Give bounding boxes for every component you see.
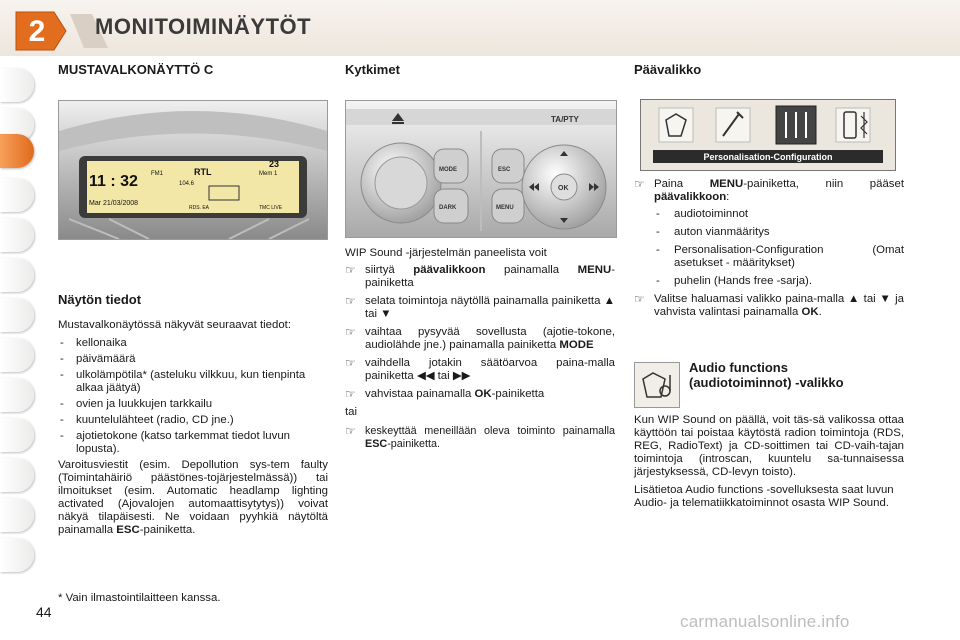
list-item: ☞ keskeyttää meneillään oleva toiminto painamalla ESC-painiketta. <box>345 424 615 450</box>
list-item: ☞ selata toimintoja näytöllä painamalla painiketta ▲ tai ▼ <box>345 294 615 320</box>
chapter-tab[interactable] <box>0 418 34 452</box>
rewind-icon: ◀◀ <box>416 370 435 382</box>
list-item: ☞ siirtyä päävalikkoon painamalla MENU-painiketta <box>345 263 615 289</box>
list-item: - ajotietokone (katso tarkemmat tiedot luvun lopusta). <box>58 430 328 456</box>
pointing-hand-icon: ☞ <box>345 356 356 370</box>
list-item: - puhelin (Hands free -sarja). <box>654 275 904 288</box>
chapter-tab[interactable] <box>0 218 34 252</box>
list-item: - päivämäärä <box>58 353 328 366</box>
pointing-hand-icon: ☞ <box>345 294 356 308</box>
display-station: RTL <box>194 167 212 177</box>
controls-text <box>345 247 615 456</box>
menu-button[interactable]: MENU <box>496 205 514 211</box>
esc-button[interactable]: ESC <box>498 167 511 173</box>
chapter-tab[interactable] <box>0 338 34 372</box>
subsection-heading: Näytön tiedot <box>58 292 142 307</box>
section-heading: Päävalikko <box>634 62 702 77</box>
display-memory: Mem 1 <box>259 171 278 177</box>
list-item: ☞ Paina MENU-painiketta, niin pääset päävalikkoon: - audiotoiminnot - auton vianmääritys - Personalisation-Configuration (Omat asetukset - määritykset) - puhelin (Hands free -sarja). <box>634 178 904 288</box>
paragraph-or: tai <box>345 406 358 418</box>
list-item: ☞ vahvistaa painamalla OK-painiketta <box>345 387 545 401</box>
chapter-badge <box>10 8 68 54</box>
menu-screen-label: Personalisation-Configuration <box>703 152 833 162</box>
svg-text:OK: OK <box>558 185 569 192</box>
chapter-tab[interactable] <box>0 258 34 292</box>
paragraph: Lisätietoa Audio functions -sovelluksesta saat luvun Audio- ja telematiikkatoiminnot osasta WIP Sound. <box>634 484 894 509</box>
list-item: - audiotoiminnot <box>654 208 904 221</box>
column-display <box>58 62 328 77</box>
pointing-hand-icon: ☞ <box>634 292 645 306</box>
list-item: ☞ vaihdella jotakin säätöarvoa paina-malla painiketta ◀◀ tai ▶▶ <box>345 356 615 382</box>
section-heading: MUSTAVALKONÄYTTÖ C <box>58 62 214 77</box>
pointing-hand-icon: ☞ <box>345 325 356 339</box>
display-tmc: TMC LIVE <box>259 205 283 211</box>
chapter-tab[interactable] <box>0 68 34 102</box>
mode-button[interactable]: MODE <box>439 167 457 173</box>
pointing-hand-icon: ☞ <box>345 387 356 401</box>
paragraph: Mustavalkonäytössä näkyvät seuraavat tiedot: <box>58 319 292 331</box>
pointing-hand-icon: ☞ <box>634 177 645 191</box>
info-list <box>58 337 328 456</box>
display-date: Mar 21/03/2008 <box>89 200 139 207</box>
chapter-tab[interactable] <box>0 458 34 492</box>
dashboard-illustration <box>59 101 327 239</box>
arrow-up-icon: ▲ <box>848 293 860 305</box>
warning-paragraph: Varoitusviestit (esim. Depollution sys-tem faulty (Toimintahäiriö päästönes-tojärjestelmässä)) tai ilmoitukset (esim. Automatic headlamp lighting activated (Ajovalojen automaattisytytys)) voivat näkyä tilapäisesti. Ne voidaan pyyhkiä näytöltä painamalla ESC-painiketta. <box>58 459 328 536</box>
page-number: 44 <box>36 604 52 620</box>
paragraph: Kun WIP Sound on päällä, voit täs-sä valikossa ottaa käyttöön tai poistaa käytöstä radion toimintoja (RDS, REG, RadioText) ja CD-soittimen tai CD-vaih-tajan toimintoja (introscan, kuuntelu sa-tunnaisessa järjestyksessä, CD-levyn toisto). <box>634 414 904 478</box>
arrow-down-icon: ▼ <box>879 293 892 305</box>
chapter-tab[interactable] <box>0 378 34 412</box>
pointing-hand-icon: ☞ <box>345 424 356 438</box>
chapter-number: 2 <box>28 15 46 48</box>
list-item: - kuuntelulähteet (radio, CD jne.) <box>58 414 328 427</box>
chapter-tab[interactable] <box>0 178 34 212</box>
controls-list-2 <box>345 425 615 451</box>
list-item: - auton vianmääritys <box>654 226 904 239</box>
audio-functions-text <box>634 414 904 510</box>
display-photo <box>58 100 328 240</box>
main-menu-text <box>634 178 904 324</box>
display-band: FM1 <box>151 171 163 177</box>
chapter-tab-active[interactable] <box>0 134 34 168</box>
controls-list <box>345 264 615 401</box>
column-controls <box>345 62 615 77</box>
main-menu-screen <box>640 99 896 171</box>
ta-pty-button[interactable]: TA/PTY <box>551 115 579 124</box>
audio-functions-icon <box>635 363 679 407</box>
column-main-menu <box>634 62 904 77</box>
watermark: carmanualsonline.info <box>680 612 850 631</box>
chapter-tab[interactable] <box>0 538 34 572</box>
list-item: - Personalisation-Configuration (Omat asetukset - määritykset) <box>654 244 904 270</box>
list-item: - ovien ja luukkujen tarkkailu <box>58 398 328 411</box>
control-panel-illustration <box>346 101 616 237</box>
arrow-up-icon: ▲ <box>603 295 615 307</box>
pointing-hand-icon: ☞ <box>345 263 356 277</box>
arrow-down-icon: ▼ <box>380 308 392 320</box>
list-item: - kellonaika <box>58 337 328 350</box>
main-menu-illustration <box>641 100 895 170</box>
display-info-section <box>58 292 328 537</box>
chapter-tab[interactable] <box>0 498 34 532</box>
footnote: * Vain ilmastointilaitteen kanssa. <box>58 592 221 604</box>
display-rds: RDS. EA <box>189 205 210 211</box>
display-time: 11 : 32 <box>89 173 138 190</box>
list-item: ☞ Valitse haluamasi valikko paina-malla ▲ tai ▼ ja vahvista valintasi painamalla OK. <box>634 292 904 318</box>
main-menu-steps <box>634 178 904 319</box>
list-item: - ulkolämpötila* (asteluku vilkkuu, kun tienpinta alkaa jäätyä) <box>58 369 328 395</box>
list-item: ☞ vaihtaa pysyvää sovellusta (ajotie-tokone, audiolähde jne.) painamalla painiketta MODE <box>345 325 615 351</box>
chapter-tab[interactable] <box>0 298 34 332</box>
forward-icon: ▶▶ <box>452 370 471 382</box>
display-temperature: 23 <box>269 159 280 169</box>
display-frequency: 104.6 <box>179 181 195 187</box>
section-heading: Kytkimet <box>345 62 400 77</box>
chapter-title: MONITOIMINÄYTÖT <box>95 14 312 39</box>
dark-button[interactable]: DARK <box>439 205 457 211</box>
audio-functions-heading: Audio functions (audiotoiminnot) -valikko <box>689 360 844 390</box>
paragraph: WIP Sound -järjestelmän paneelista voit <box>345 247 547 259</box>
main-menu-list <box>654 208 904 288</box>
audio-functions-box <box>634 362 680 408</box>
control-panel-photo <box>345 100 617 238</box>
